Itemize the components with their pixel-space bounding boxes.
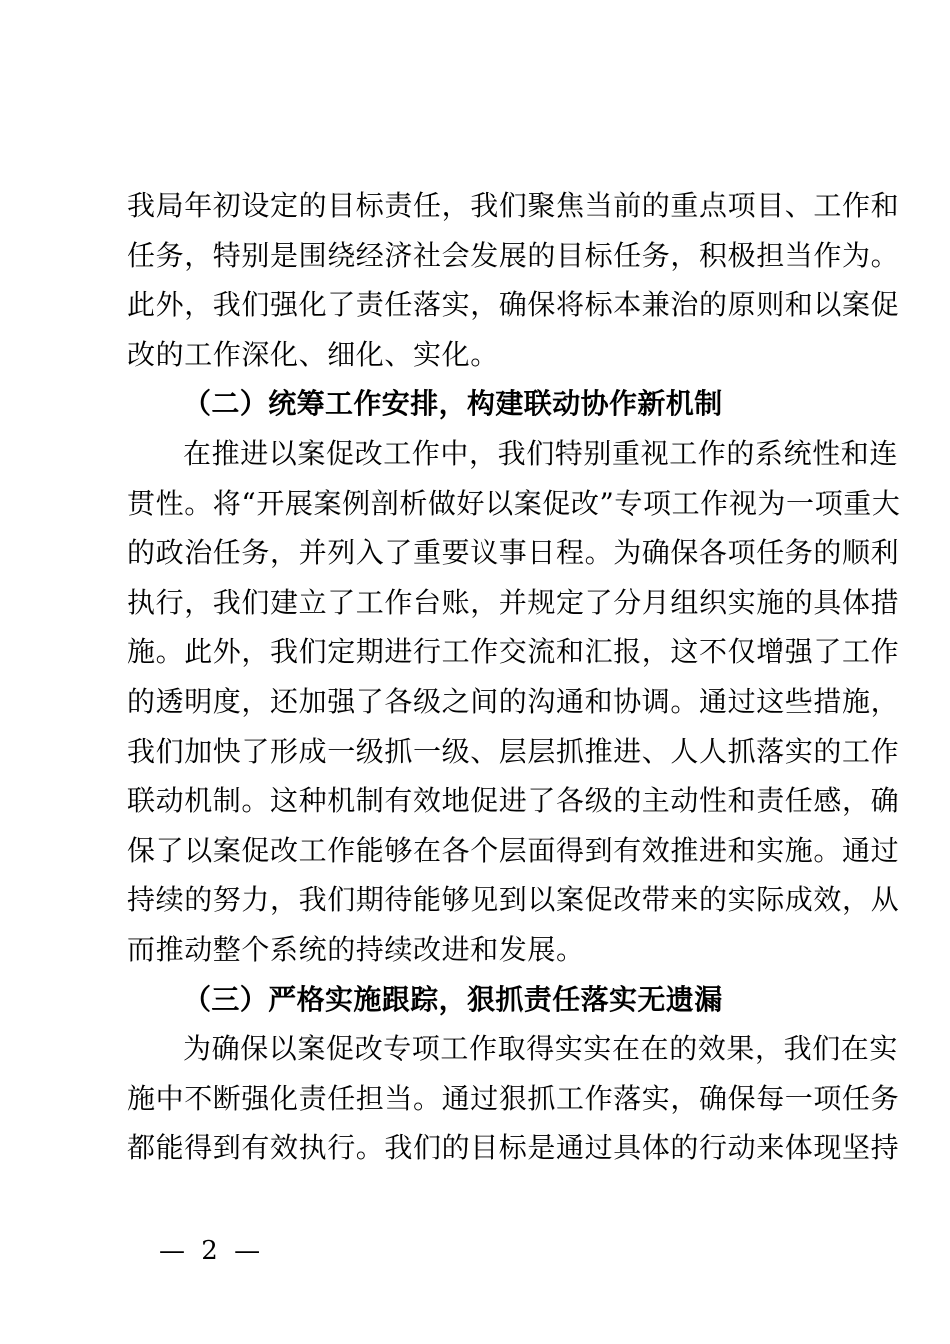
document-body: [127, 181, 901, 1173]
paragraph-line: 此外，我们强化了责任落实，确保将标本兼治的原则和以案促: [127, 288, 900, 322]
paragraph-line: 任务，特别是围绕经济社会发展的目标任务，积极担当作为。: [127, 238, 900, 272]
paragraph-line: 而推动整个系统的持续改进和发展。: [127, 932, 585, 966]
paragraph-line: 我局年初设定的目标责任，我们聚焦当前的重点项目、工作和: [127, 189, 900, 222]
paragraph-line: 施。此外，我们定期进行工作交流和汇报，这不仅增强了工作: [127, 635, 900, 669]
paragraph-line: 持续的努力，我们期待能够见到以案促改带来的实际成效，从: [127, 883, 900, 917]
paragraph-line: 保了以案促改工作能够在各个层面得到有效推进和实施。通过: [127, 833, 900, 867]
section-heading: （二）统筹工作安排，构建联动协作新机制: [183, 387, 723, 421]
paragraph-line: 执行，我们建立了工作台账，并规定了分月组织实施的具体措: [127, 585, 900, 619]
paragraph-line: 贯性。将“开展案例剖析做好以案促改”专项工作视为一项重大: [127, 486, 901, 520]
paragraph-line: 在推进以案促改工作中，我们特别重视工作的系统性和连: [183, 436, 899, 470]
paragraph-line: 为确保以案促改专项工作取得实实在在的效果，我们在实: [183, 1032, 899, 1066]
paragraph-line: 都能得到有效执行。我们的目标是通过具体的行动来体现坚持: [127, 1131, 900, 1165]
paragraph-line: 改的工作深化、细化、实化。: [127, 337, 499, 371]
page-number: — 2 —: [159, 1236, 265, 1266]
paragraph-line: 施中不断强化责任担当。通过狠抓工作落实，确保每一项任务: [127, 1081, 900, 1115]
paragraph-line: 的政治任务，并列入了重要议事日程。为确保各项任务的顺利: [127, 536, 900, 570]
section-heading: （三）严格实施跟踪，狠抓责任落实无遗漏: [183, 982, 723, 1016]
paragraph-line: 的透明度，还加强了各级之间的沟通和协调。通过这些措施，: [127, 684, 900, 718]
paragraph-line: 联动机制。这种机制有效地促进了各级的主动性和责任感，确: [127, 784, 900, 818]
paragraph-line: 我们加快了形成一级抓一级、层层抓推进、人人抓落实的工作: [127, 734, 900, 768]
